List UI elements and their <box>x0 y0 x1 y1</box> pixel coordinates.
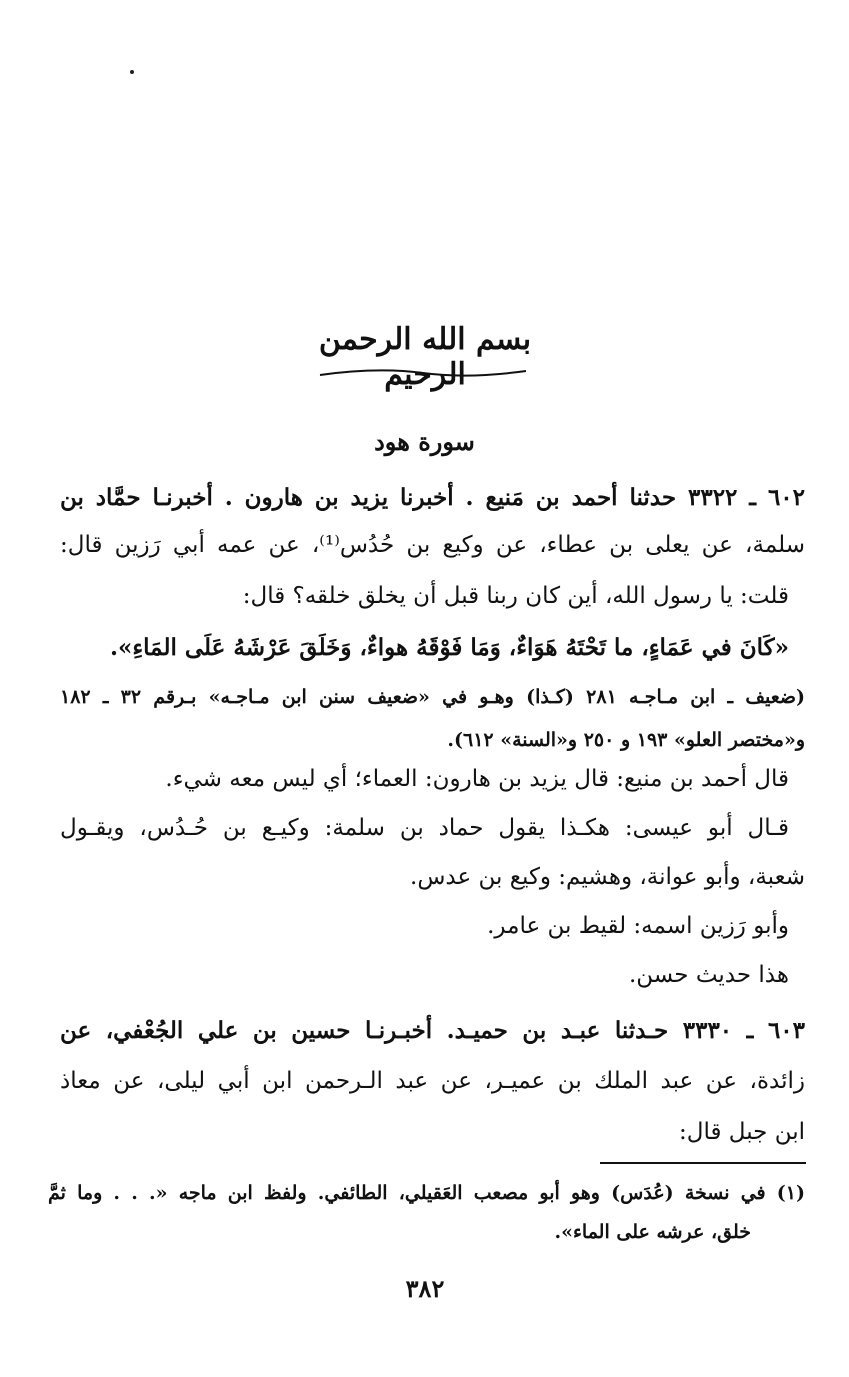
hadith-603-line-3: ابن جبل قال: <box>679 1119 805 1145</box>
hadith-603-line-1: ٦٠٣ ـ ٣٣٣٠ حـدثنا عبـد بن حميـد. أخبـرنـا حسين بن علي الجُعْفي، عن <box>60 1017 805 1044</box>
page-number: ٣٨٢ <box>405 1274 445 1303</box>
footnote-separator <box>600 1162 806 1164</box>
hadith-602-line-2: سلمة، عن يعلى بن عطاء، عن وكيع بن حُدُس⁽¹⁾، عن عمه أبي رَزين قال: <box>60 532 805 558</box>
footnote-line-2: خلق، عرشه على الماء». <box>554 1221 751 1243</box>
hadith-603-line-2: زائدة، عن عبد الملك بن عميـر، عن عبد الـرحمن ابن أبي ليلى، عن معاذ <box>60 1068 805 1094</box>
grading-note-line-2: و«مختصر العلو» ١٩٣ و ٢٥٠ و«السنة» ٦١٢). <box>447 729 805 751</box>
hadith-602-comment-1: قال أحمد بن منيع: قال يزيد بن هارون: العماء؛ أي ليس معه شيء. <box>165 766 789 792</box>
basmala-flourish-icon <box>318 365 528 379</box>
surah-title: سورة هود <box>374 427 475 456</box>
basmala-text: بسم الله الرحمن الرحيم <box>318 322 532 392</box>
hadith-602-line-3: قلت: يا رسول الله، أين كان ربنا قبل أن يخلق خلقه؟ قال: <box>242 583 789 609</box>
hadith-602-line-1: ٦٠٢ ـ ٣٣٢٢ حدثنا أحمد بن مَنيع . أخبرنا يزيد بن هارون . أخبرنـا حمَّاد بن <box>60 484 805 511</box>
hadith-602-comment-4: وأبو رَزين اسمه: لقيط بن عامر. <box>487 913 789 939</box>
hadith-602-comment-2: قـال أبو عيسى: هكـذا يقول حماد بن سلمة: وكيـع بن حُـدُس، ويقـول <box>60 815 789 841</box>
ink-speck <box>130 70 134 74</box>
hadith-602-comment-5: هذا حديث حسن. <box>628 962 789 988</box>
footnote-line-1: (١) في نسخة (عُدَس) وهو أبو مصعب العَقيلي، الطائفي. ولفظ ابن ماجه «. . . وما ثمَّ <box>48 1182 805 1204</box>
grading-note-line-1: (ضعيف ـ ابن مـاجـه ٢٨١ (كـذا) وهـو في «ضعيف سنن ابن مـاجـه» بـرقم ٣٢ ـ ١٨٢ <box>60 686 806 708</box>
basmala-calligraphy <box>300 322 550 392</box>
hadith-602-comment-3: شعبة، وأبو عوانة، وهشيم: وكيع بن عدس. <box>410 864 805 890</box>
hadith-602-matn: «كَانَ في عَمَاءٍ، ما تَحْتَهُ هَوَاءٌ، وَمَا فَوْقَهُ هواءٌ، وَخَلَقَ عَرْشَهُ عَلَى المَاءِ». <box>109 634 789 661</box>
